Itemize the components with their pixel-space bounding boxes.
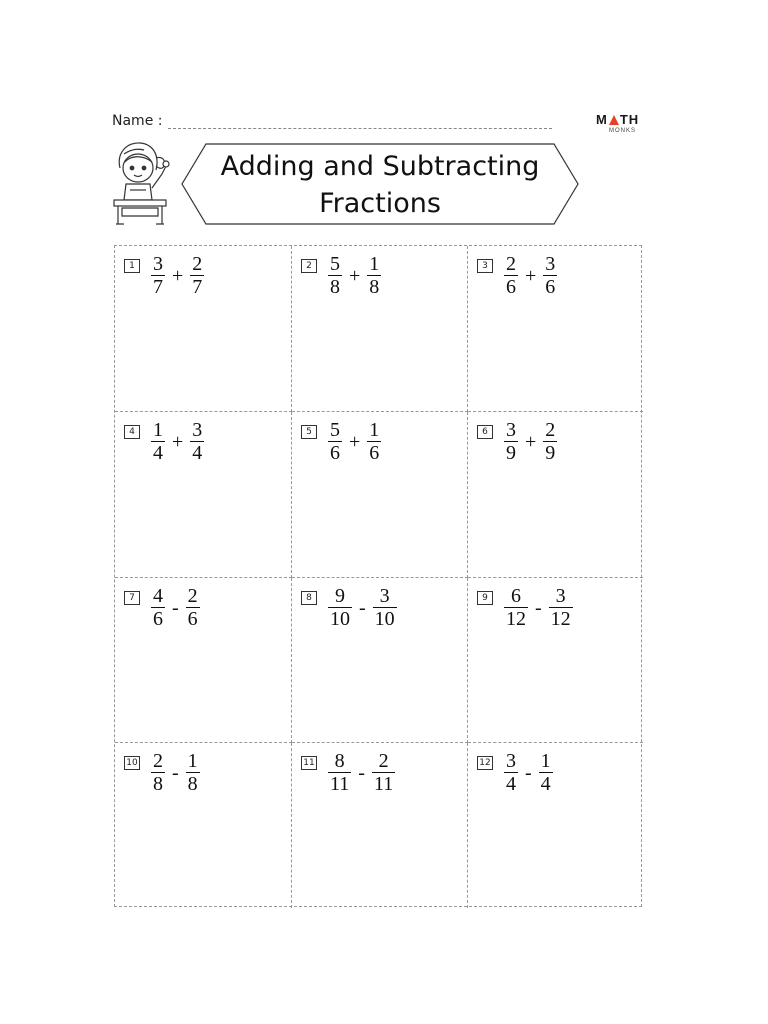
worksheet-title xyxy=(180,148,580,222)
problem-cell[interactable] xyxy=(115,743,292,908)
problem-cell[interactable] xyxy=(115,578,292,743)
operator: - xyxy=(172,761,179,784)
denominator: 4 xyxy=(153,442,163,464)
fraction-a xyxy=(151,751,165,794)
operator: - xyxy=(172,596,179,619)
fraction-b xyxy=(186,751,200,794)
fraction-a xyxy=(504,586,528,629)
problem-grid xyxy=(114,245,642,907)
problem-number: 10 xyxy=(124,756,140,770)
denominator: 10 xyxy=(330,608,350,630)
fraction-b xyxy=(549,586,573,629)
numerator: 9 xyxy=(335,585,345,607)
numerator: 3 xyxy=(545,253,556,275)
problem-number: 2 xyxy=(301,259,317,273)
fraction-b xyxy=(373,586,397,629)
logo-text-th: TH xyxy=(619,112,640,127)
fraction-a xyxy=(328,420,342,463)
numerator: 2 xyxy=(187,585,198,607)
title-line-2: Fractions xyxy=(319,188,441,219)
problem-cell[interactable] xyxy=(468,246,643,412)
denominator: 12 xyxy=(550,608,571,630)
denominator: 7 xyxy=(153,276,163,298)
numerator: 3 xyxy=(555,585,566,607)
numerator: 2 xyxy=(378,750,389,772)
numerator: 1 xyxy=(369,253,380,275)
fraction-expression xyxy=(504,751,553,794)
numerator: 4 xyxy=(153,585,163,607)
operator: - xyxy=(358,761,365,784)
fraction-b xyxy=(539,751,553,794)
fraction-a xyxy=(328,586,352,629)
problem-number: 8 xyxy=(301,591,317,605)
denominator: 8 xyxy=(153,773,163,795)
problem-cell[interactable] xyxy=(292,578,468,743)
denominator: 11 xyxy=(373,773,394,795)
fraction-a xyxy=(504,751,518,794)
denominator: 12 xyxy=(506,608,526,630)
problem-cell[interactable] xyxy=(468,412,643,578)
name-line[interactable] xyxy=(168,128,552,129)
numerator: 3 xyxy=(192,419,203,441)
problem-number: 4 xyxy=(124,425,140,439)
numerator: 6 xyxy=(511,585,521,607)
fraction-expression xyxy=(151,420,204,463)
fraction-b xyxy=(186,586,200,629)
problem-cell[interactable] xyxy=(115,246,292,412)
fraction-b xyxy=(367,420,381,463)
denominator: 6 xyxy=(153,608,163,630)
operator: + xyxy=(349,430,361,453)
problem-number: 12 xyxy=(477,756,493,770)
fraction-a xyxy=(151,254,165,297)
operator: + xyxy=(172,264,184,287)
numerator: 2 xyxy=(153,750,163,772)
fraction-expression xyxy=(504,420,557,463)
logo-subtext: MONKS xyxy=(609,128,637,134)
denominator: 9 xyxy=(506,442,516,464)
problem-cell[interactable] xyxy=(115,412,292,578)
numerator: 2 xyxy=(545,419,556,441)
numerator: 1 xyxy=(153,419,163,441)
fraction-b xyxy=(367,254,381,297)
fraction-expression xyxy=(151,254,204,297)
triangle-icon xyxy=(609,115,619,125)
problem-cell[interactable] xyxy=(292,246,468,412)
problem-number: 1 xyxy=(124,259,140,273)
fraction-b xyxy=(543,254,557,297)
fraction-a xyxy=(504,420,518,463)
fraction-expression xyxy=(151,751,200,794)
denominator: 7 xyxy=(192,276,203,298)
fraction-expression xyxy=(504,254,557,297)
numerator: 1 xyxy=(369,419,380,441)
operator: - xyxy=(525,761,532,784)
operator: + xyxy=(525,430,537,453)
problem-number: 9 xyxy=(477,591,493,605)
fraction-expression xyxy=(328,254,381,297)
denominator: 10 xyxy=(374,608,395,630)
numerator: 3 xyxy=(379,585,390,607)
problem-number: 6 xyxy=(477,425,493,439)
problem-number: 7 xyxy=(124,591,140,605)
girl-at-desk-icon xyxy=(106,138,176,228)
math-monks-logo xyxy=(596,112,646,138)
operator: + xyxy=(349,264,361,287)
denominator: 9 xyxy=(545,442,556,464)
operator: + xyxy=(525,264,537,287)
denominator: 8 xyxy=(187,773,198,795)
fraction-a xyxy=(328,751,351,794)
fraction-expression xyxy=(328,586,397,629)
fraction-b xyxy=(190,420,204,463)
denominator: 6 xyxy=(369,442,380,464)
operator: - xyxy=(359,596,366,619)
name-row xyxy=(112,113,552,133)
problem-cell[interactable] xyxy=(292,743,468,908)
denominator: 4 xyxy=(506,773,516,795)
denominator: 8 xyxy=(330,276,340,298)
fraction-expression xyxy=(504,586,573,629)
problem-number: 11 xyxy=(301,756,317,770)
name-label: Name : xyxy=(112,113,163,129)
numerator: 2 xyxy=(192,253,203,275)
fraction-expression xyxy=(328,751,395,794)
fraction-a xyxy=(151,420,165,463)
problem-number: 5 xyxy=(301,425,317,439)
problem-cell[interactable] xyxy=(468,743,643,908)
numerator: 3 xyxy=(506,750,516,772)
logo-text-m: M xyxy=(596,112,608,127)
numerator: 3 xyxy=(506,419,516,441)
denominator: 6 xyxy=(187,608,198,630)
numerator: 2 xyxy=(506,253,516,275)
denominator: 6 xyxy=(330,442,340,464)
problem-cell[interactable] xyxy=(292,412,468,578)
fraction-a xyxy=(504,254,518,297)
fraction-expression xyxy=(328,420,381,463)
fraction-expression xyxy=(151,586,200,629)
denominator: 4 xyxy=(192,442,203,464)
fraction-b xyxy=(543,420,557,463)
fraction-b xyxy=(190,254,204,297)
fraction-a xyxy=(151,586,165,629)
operator: + xyxy=(172,430,184,453)
numerator: 1 xyxy=(540,750,551,772)
fraction-a xyxy=(328,254,342,297)
numerator: 5 xyxy=(330,419,340,441)
operator: - xyxy=(535,596,542,619)
fraction-b xyxy=(372,751,395,794)
numerator: 3 xyxy=(153,253,163,275)
problem-number: 3 xyxy=(477,259,493,273)
problem-cell[interactable] xyxy=(468,578,643,743)
denominator: 8 xyxy=(369,276,380,298)
numerator: 1 xyxy=(187,750,198,772)
title-line-1: Adding and Subtracting xyxy=(220,151,540,182)
denominator: 6 xyxy=(545,276,556,298)
numerator: 8 xyxy=(334,750,345,772)
denominator: 11 xyxy=(330,773,350,795)
numerator: 5 xyxy=(330,253,340,275)
denominator: 6 xyxy=(506,276,516,298)
title-banner xyxy=(180,142,580,226)
denominator: 4 xyxy=(540,773,551,795)
